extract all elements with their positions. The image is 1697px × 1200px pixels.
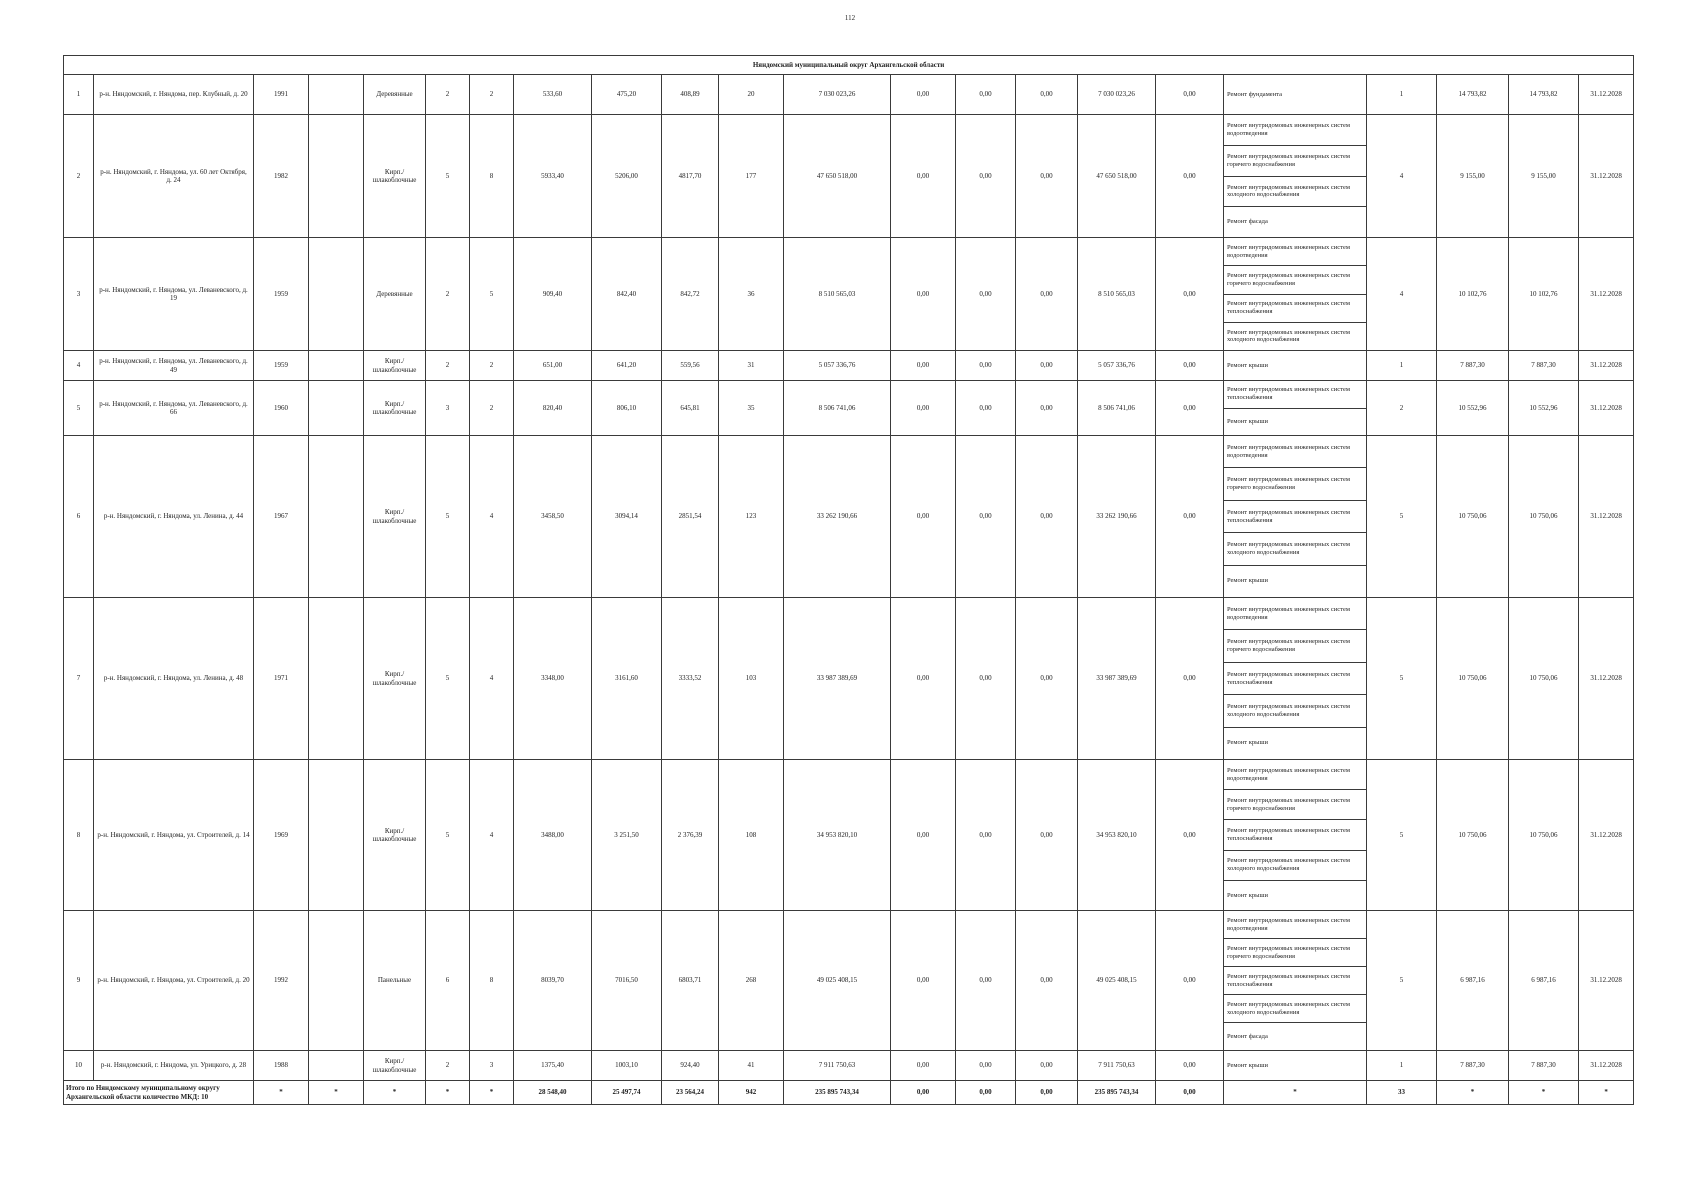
total-cost-total: 235 895 743,34 bbox=[784, 1081, 891, 1105]
work-item: Ремонт внутридомовых инженерных систем холодного водоснабжения bbox=[1224, 177, 1367, 208]
work-item: Ремонт внутридомовых инженерных систем холодного водоснабжения bbox=[1227, 328, 1350, 344]
cell-unit-a: 10 750,06 bbox=[1437, 760, 1509, 911]
work-item: Ремонт крыши bbox=[1227, 891, 1268, 899]
cell-work-count: 5 bbox=[1367, 911, 1437, 1051]
cell-unit-b: 7 887,30 bbox=[1509, 1051, 1579, 1081]
cell-work-count: 1 bbox=[1367, 351, 1437, 381]
cell-deadline: 31.12.2028 bbox=[1579, 238, 1634, 351]
cell-address: р-н. Няндомский, г. Няндома, ул. 60 лет Октября, д. 24 bbox=[94, 115, 254, 238]
work-item: Ремонт внутридомовых инженерных систем теплоснабжения bbox=[1224, 663, 1367, 695]
cell-entrances: 4 bbox=[470, 436, 514, 598]
total-area-total: 28 548,40 bbox=[514, 1081, 592, 1105]
cell-cost-total: 49 025 408,15 bbox=[784, 911, 891, 1051]
work-item: Ремонт внутридомовых инженерных систем горячего водоснабжения bbox=[1224, 266, 1367, 294]
cell-year: 1959 bbox=[254, 351, 309, 381]
cell-residents: 20 bbox=[719, 75, 784, 115]
cell-area-total: 909,40 bbox=[514, 238, 592, 351]
cell-f4: 33 987 389,69 bbox=[1078, 598, 1156, 760]
cell-col4 bbox=[309, 760, 364, 911]
work-item: Ремонт внутридомовых инженерных систем теплоснабжения bbox=[1224, 967, 1367, 995]
cell-f3: 0,00 bbox=[1016, 436, 1078, 598]
cell-area-total: 3488,00 bbox=[514, 760, 592, 911]
cell-material: Кирп./ шлакоблочные bbox=[364, 115, 426, 238]
cell-floors: 5 bbox=[426, 760, 470, 911]
cell-f1: 0,00 bbox=[891, 75, 956, 115]
cell-f5: 0,00 bbox=[1156, 75, 1224, 115]
cell-address: р-н. Няндомский, г. Няндома, ул. Леваневского, д. 19 bbox=[94, 238, 254, 351]
cell-residents: 123 bbox=[719, 436, 784, 598]
cell-work-count: 4 bbox=[1367, 115, 1437, 238]
works-cell bbox=[1224, 436, 1367, 598]
total-label: Итого по Няндомскому муниципальному округу Архангельской области количество МКД: 10 bbox=[64, 1081, 254, 1105]
works-list bbox=[1224, 115, 1366, 237]
works-cell bbox=[1224, 115, 1367, 238]
cell-year: 1988 bbox=[254, 1051, 309, 1081]
cell-deadline: 31.12.2028 bbox=[1579, 115, 1634, 238]
cell-f3: 0,00 bbox=[1016, 351, 1078, 381]
total-col4: * bbox=[309, 1081, 364, 1105]
cell-area-c: 842,72 bbox=[662, 238, 719, 351]
cell-residents: 268 bbox=[719, 911, 784, 1051]
cell-f1: 0,00 bbox=[891, 1051, 956, 1081]
cell-area-b: 3094,14 bbox=[592, 436, 662, 598]
cell-floors: 2 bbox=[426, 238, 470, 351]
cell-floors: 5 bbox=[426, 598, 470, 760]
cell-no: 5 bbox=[64, 381, 94, 436]
cell-area-c: 559,56 bbox=[662, 351, 719, 381]
cell-area-b: 842,40 bbox=[592, 238, 662, 351]
cell-f1: 0,00 bbox=[891, 351, 956, 381]
total-material: * bbox=[364, 1081, 426, 1105]
cell-material: Кирп./ шлакоблочные bbox=[364, 436, 426, 598]
work-item: Ремонт крыши bbox=[1227, 417, 1268, 425]
cell-cost-total: 34 953 820,10 bbox=[784, 760, 891, 911]
cell-year: 1959 bbox=[254, 238, 309, 351]
cell-no: 10 bbox=[64, 1051, 94, 1081]
cell-residents: 103 bbox=[719, 598, 784, 760]
table-row bbox=[64, 381, 1634, 436]
cell-cost-total: 47 650 518,00 bbox=[784, 115, 891, 238]
work-item: Ремонт внутридомовых инженерных систем горячего водоснабжения bbox=[1224, 468, 1367, 500]
work-item: Ремонт внутридомовых инженерных систем водоотведения bbox=[1224, 598, 1367, 630]
work-item: Ремонт внутридомовых инженерных систем горячего водоснабжения bbox=[1224, 146, 1367, 177]
cell-year: 1971 bbox=[254, 598, 309, 760]
cell-f3: 0,00 bbox=[1016, 911, 1078, 1051]
cell-no: 7 bbox=[64, 598, 94, 760]
cell-col4 bbox=[309, 911, 364, 1051]
cell-material: Кирп./ шлакоблочные bbox=[364, 381, 426, 436]
works-list bbox=[1224, 598, 1366, 759]
cell-cost-total: 7 030 023,26 bbox=[784, 75, 891, 115]
works-list bbox=[1224, 760, 1366, 910]
cell-f1: 0,00 bbox=[891, 436, 956, 598]
work-item: Ремонт внутридомовых инженерных систем теплоснабжения bbox=[1224, 501, 1367, 533]
works-list bbox=[1224, 911, 1366, 1050]
works-list bbox=[1224, 1051, 1366, 1080]
table-row bbox=[64, 115, 1634, 238]
works-list bbox=[1224, 351, 1366, 380]
cell-work-count: 2 bbox=[1367, 381, 1437, 436]
cell-deadline: 31.12.2028 bbox=[1579, 75, 1634, 115]
cell-area-b: 3161,60 bbox=[592, 598, 662, 760]
cell-work-count: 5 bbox=[1367, 436, 1437, 598]
cell-f2: 0,00 bbox=[956, 115, 1016, 238]
cell-f2: 0,00 bbox=[956, 75, 1016, 115]
cell-unit-a: 10 750,06 bbox=[1437, 436, 1509, 598]
total-area-c: 23 564,24 bbox=[662, 1081, 719, 1105]
cell-area-total: 533,60 bbox=[514, 75, 592, 115]
cell-address: р-н. Няндомский, г. Няндома, ул. Строителей, д. 20 bbox=[94, 911, 254, 1051]
cell-year: 1982 bbox=[254, 115, 309, 238]
work-item: Ремонт фасада bbox=[1227, 218, 1268, 226]
cell-unit-a: 10 102,76 bbox=[1437, 238, 1509, 351]
total-area-b: 25 497,74 bbox=[592, 1081, 662, 1105]
cell-year: 1960 bbox=[254, 381, 309, 436]
cell-no: 8 bbox=[64, 760, 94, 911]
cell-no: 9 bbox=[64, 911, 94, 1051]
cell-f5: 0,00 bbox=[1156, 436, 1224, 598]
cell-deadline: 31.12.2028 bbox=[1579, 351, 1634, 381]
cell-area-b: 5206,00 bbox=[592, 115, 662, 238]
cell-f1: 0,00 bbox=[891, 115, 956, 238]
work-item: Ремонт крыши bbox=[1227, 361, 1268, 369]
works-cell bbox=[1224, 351, 1367, 381]
cell-area-total: 3348,00 bbox=[514, 598, 592, 760]
cell-unit-a: 14 793,82 bbox=[1437, 75, 1509, 115]
table-row bbox=[64, 760, 1634, 911]
cell-cost-total: 33 262 190,66 bbox=[784, 436, 891, 598]
cell-work-count: 4 bbox=[1367, 238, 1437, 351]
works-list bbox=[1224, 381, 1366, 435]
work-item: Ремонт внутридомовых инженерных систем горячего водоснабжения bbox=[1224, 630, 1367, 662]
cell-unit-a: 7 887,30 bbox=[1437, 351, 1509, 381]
cell-area-total: 5933,40 bbox=[514, 115, 592, 238]
cell-entrances: 8 bbox=[470, 115, 514, 238]
works-cell bbox=[1224, 598, 1367, 760]
cell-col4 bbox=[309, 238, 364, 351]
cell-area-total: 820,40 bbox=[514, 381, 592, 436]
cell-no: 6 bbox=[64, 436, 94, 598]
work-item: Ремонт внутридомовых инженерных систем водоотведения bbox=[1224, 436, 1367, 468]
cell-area-b: 1003,10 bbox=[592, 1051, 662, 1081]
cell-area-b: 3 251,50 bbox=[592, 760, 662, 911]
cell-floors: 2 bbox=[426, 351, 470, 381]
cell-deadline: 31.12.2028 bbox=[1579, 381, 1634, 436]
work-item: Ремонт внутридомовых инженерных систем водоотведения bbox=[1224, 115, 1367, 146]
cell-address: р-н. Няндомский, г. Няндома, ул. Урицкого, д. 28 bbox=[94, 1051, 254, 1081]
total-f2: 0,00 bbox=[956, 1081, 1016, 1105]
cell-material: Кирп./ шлакоблочные bbox=[364, 1051, 426, 1081]
cell-work-count: 5 bbox=[1367, 760, 1437, 911]
work-item: Ремонт внутридомовых инженерных систем водоотведения bbox=[1224, 911, 1367, 939]
cell-f5: 0,00 bbox=[1156, 115, 1224, 238]
works-cell bbox=[1224, 760, 1367, 911]
cell-area-b: 806,10 bbox=[592, 381, 662, 436]
cell-f3: 0,00 bbox=[1016, 598, 1078, 760]
works-list bbox=[1224, 436, 1366, 597]
cell-f2: 0,00 bbox=[956, 598, 1016, 760]
cell-f3: 0,00 bbox=[1016, 238, 1078, 351]
work-item: Ремонт внутридомовых инженерных систем холодного водоснабжения bbox=[1224, 533, 1367, 565]
cell-f4: 5 057 336,76 bbox=[1078, 351, 1156, 381]
cell-material: Панельные bbox=[364, 911, 426, 1051]
work-item: Ремонт внутридомовых инженерных систем горячего водоснабжения bbox=[1224, 939, 1367, 967]
cell-cost-total: 8 510 565,03 bbox=[784, 238, 891, 351]
cell-area-total: 3458,50 bbox=[514, 436, 592, 598]
cell-f4: 7 911 750,63 bbox=[1078, 1051, 1156, 1081]
cell-area-c: 645,81 bbox=[662, 381, 719, 436]
cell-entrances: 3 bbox=[470, 1051, 514, 1081]
cell-f4: 8 510 565,03 bbox=[1078, 238, 1156, 351]
cell-unit-b: 10 102,76 bbox=[1509, 238, 1579, 351]
work-item: Ремонт внутридомовых инженерных систем теплоснабжения bbox=[1224, 381, 1367, 409]
cell-material: Кирп./ шлакоблочные bbox=[364, 351, 426, 381]
cell-cost-total: 33 987 389,69 bbox=[784, 598, 891, 760]
cell-f2: 0,00 bbox=[956, 760, 1016, 911]
work-item: Ремонт внутридомовых инженерных систем водоотведения bbox=[1224, 238, 1367, 266]
cell-f2: 0,00 bbox=[956, 351, 1016, 381]
cell-residents: 108 bbox=[719, 760, 784, 911]
cell-cost-total: 7 911 750,63 bbox=[784, 1051, 891, 1081]
cell-area-c: 924,40 bbox=[662, 1051, 719, 1081]
works-cell bbox=[1224, 381, 1367, 436]
work-item: Ремонт внутридомовых инженерных систем теплоснабжения bbox=[1224, 820, 1367, 850]
table-row bbox=[64, 351, 1634, 381]
cell-no: 3 bbox=[64, 238, 94, 351]
cell-f5: 0,00 bbox=[1156, 238, 1224, 351]
cell-f4: 47 650 518,00 bbox=[1078, 115, 1156, 238]
cell-deadline: 31.12.2028 bbox=[1579, 436, 1634, 598]
cell-year: 1991 bbox=[254, 75, 309, 115]
work-item: Ремонт крыши bbox=[1227, 1061, 1268, 1069]
works-cell bbox=[1224, 75, 1367, 115]
works-cell bbox=[1224, 238, 1367, 351]
cell-f5: 0,00 bbox=[1156, 598, 1224, 760]
table-row bbox=[64, 75, 1634, 115]
cell-deadline: 31.12.2028 bbox=[1579, 911, 1634, 1051]
cell-area-total: 1375,40 bbox=[514, 1051, 592, 1081]
work-item: Ремонт фасада bbox=[1227, 1032, 1268, 1040]
cell-floors: 6 bbox=[426, 911, 470, 1051]
cell-entrances: 2 bbox=[470, 351, 514, 381]
cell-residents: 35 bbox=[719, 381, 784, 436]
cell-unit-b: 10 552,96 bbox=[1509, 381, 1579, 436]
table-row bbox=[64, 238, 1634, 351]
cell-f5: 0,00 bbox=[1156, 760, 1224, 911]
cell-entrances: 4 bbox=[470, 598, 514, 760]
cell-f1: 0,00 bbox=[891, 911, 956, 1051]
cell-address: р-н. Няндомский, г. Няндома, ул. Леваневского, д. 66 bbox=[94, 381, 254, 436]
work-item: Ремонт фундамента bbox=[1227, 90, 1282, 98]
cell-f5: 0,00 bbox=[1156, 911, 1224, 1051]
cell-address: р-н. Няндомский, г. Няндома, ул. Леваневского, д. 49 bbox=[94, 351, 254, 381]
cell-floors: 3 bbox=[426, 381, 470, 436]
cell-f4: 7 030 023,26 bbox=[1078, 75, 1156, 115]
cell-col4 bbox=[309, 598, 364, 760]
cell-floors: 2 bbox=[426, 1051, 470, 1081]
cell-f4: 33 262 190,66 bbox=[1078, 436, 1156, 598]
work-item: Ремонт внутридомовых инженерных систем холодного водоснабжения bbox=[1224, 851, 1367, 881]
cell-f1: 0,00 bbox=[891, 598, 956, 760]
cell-no: 2 bbox=[64, 115, 94, 238]
cell-material: Деревянные bbox=[364, 75, 426, 115]
cell-residents: 177 bbox=[719, 115, 784, 238]
cell-unit-b: 10 750,06 bbox=[1509, 760, 1579, 911]
cell-entrances: 8 bbox=[470, 911, 514, 1051]
cell-no: 4 bbox=[64, 351, 94, 381]
cell-area-b: 641,20 bbox=[592, 351, 662, 381]
cell-unit-b: 14 793,82 bbox=[1509, 75, 1579, 115]
cell-f4: 49 025 408,15 bbox=[1078, 911, 1156, 1051]
work-item: Ремонт внутридомовых инженерных систем водоотведения bbox=[1224, 760, 1367, 790]
cell-entrances: 4 bbox=[470, 760, 514, 911]
cell-deadline: 31.12.2028 bbox=[1579, 760, 1634, 911]
cell-unit-b: 9 155,00 bbox=[1509, 115, 1579, 238]
total-works: * bbox=[1224, 1081, 1367, 1105]
cell-material: Кирп./ шлакоблочные bbox=[364, 760, 426, 911]
cell-deadline: 31.12.2028 bbox=[1579, 598, 1634, 760]
cell-unit-a: 9 155,00 bbox=[1437, 115, 1509, 238]
table-row bbox=[64, 1051, 1634, 1081]
cell-floors: 5 bbox=[426, 115, 470, 238]
total-unit-b: * bbox=[1509, 1081, 1579, 1105]
cell-unit-a: 10 552,96 bbox=[1437, 381, 1509, 436]
cell-entrances: 5 bbox=[470, 238, 514, 351]
cell-unit-a: 6 987,16 bbox=[1437, 911, 1509, 1051]
work-item: Ремонт внутридомовых инженерных систем холодного водоснабжения bbox=[1224, 695, 1367, 727]
cell-f2: 0,00 bbox=[956, 238, 1016, 351]
cell-f1: 0,00 bbox=[891, 238, 956, 351]
cell-cost-total: 8 506 741,06 bbox=[784, 381, 891, 436]
cell-f1: 0,00 bbox=[891, 760, 956, 911]
cell-f5: 0,00 bbox=[1156, 351, 1224, 381]
cell-col4 bbox=[309, 115, 364, 238]
works-cell bbox=[1224, 1051, 1367, 1081]
cell-residents: 41 bbox=[719, 1051, 784, 1081]
cell-f4: 34 953 820,10 bbox=[1078, 760, 1156, 911]
cell-col4 bbox=[309, 351, 364, 381]
cell-f5: 0,00 bbox=[1156, 1051, 1224, 1081]
cell-unit-a: 7 887,30 bbox=[1437, 1051, 1509, 1081]
cell-floors: 2 bbox=[426, 75, 470, 115]
work-item: Ремонт внутридомовых инженерных систем теплоснабжения bbox=[1224, 295, 1367, 323]
total-f1: 0,00 bbox=[891, 1081, 956, 1105]
cell-f3: 0,00 bbox=[1016, 75, 1078, 115]
cell-unit-a: 10 750,06 bbox=[1437, 598, 1509, 760]
work-item: Ремонт внутридомовых инженерных систем горячего водоснабжения bbox=[1224, 790, 1367, 820]
cell-year: 1992 bbox=[254, 911, 309, 1051]
works-cell bbox=[1224, 911, 1367, 1051]
cell-area-c: 6803,71 bbox=[662, 911, 719, 1051]
cell-address: р-н. Няндомский, г. Няндома, ул. Ленина, д. 44 bbox=[94, 436, 254, 598]
total-floors: * bbox=[426, 1081, 470, 1105]
work-item: Ремонт крыши bbox=[1227, 577, 1268, 585]
total-f3: 0,00 bbox=[1016, 1081, 1078, 1105]
cell-area-b: 475,20 bbox=[592, 75, 662, 115]
cell-f2: 0,00 bbox=[956, 381, 1016, 436]
cell-f3: 0,00 bbox=[1016, 115, 1078, 238]
cell-f4: 8 506 741,06 bbox=[1078, 381, 1156, 436]
cell-cost-total: 5 057 336,76 bbox=[784, 351, 891, 381]
cell-work-count: 1 bbox=[1367, 1051, 1437, 1081]
cell-area-c: 4817,70 bbox=[662, 115, 719, 238]
cell-material: Деревянные bbox=[364, 238, 426, 351]
cell-unit-b: 10 750,06 bbox=[1509, 598, 1579, 760]
cell-year: 1969 bbox=[254, 760, 309, 911]
cell-floors: 5 bbox=[426, 436, 470, 598]
cell-deadline: 31.12.2028 bbox=[1579, 1051, 1634, 1081]
cell-address: р-н. Няндомский, г. Няндома, ул. Строителей, д. 14 bbox=[94, 760, 254, 911]
cell-unit-b: 7 887,30 bbox=[1509, 351, 1579, 381]
cell-f2: 0,00 bbox=[956, 1051, 1016, 1081]
work-item: Ремонт крыши bbox=[1227, 739, 1268, 747]
cell-work-count: 5 bbox=[1367, 598, 1437, 760]
cell-f5: 0,00 bbox=[1156, 381, 1224, 436]
cell-unit-b: 10 750,06 bbox=[1509, 436, 1579, 598]
work-item: Ремонт внутридомовых инженерных систем холодного водоснабжения bbox=[1224, 995, 1367, 1023]
cell-f3: 0,00 bbox=[1016, 381, 1078, 436]
cell-address: р-н. Няндомский, г. Няндома, ул. Ленина, д. 48 bbox=[94, 598, 254, 760]
cell-address: р-н. Няндомский, г. Няндома, пер. Клубный, д. 20 bbox=[94, 75, 254, 115]
cell-f1: 0,00 bbox=[891, 381, 956, 436]
cell-col4 bbox=[309, 381, 364, 436]
total-unit-a: * bbox=[1437, 1081, 1509, 1105]
cell-col4 bbox=[309, 75, 364, 115]
cell-area-c: 2851,54 bbox=[662, 436, 719, 598]
table-row bbox=[64, 598, 1634, 760]
cell-no: 1 bbox=[64, 75, 94, 115]
cell-year: 1967 bbox=[254, 436, 309, 598]
table-row bbox=[64, 911, 1634, 1051]
cell-area-c: 3333,52 bbox=[662, 598, 719, 760]
total-work-count: 33 bbox=[1367, 1081, 1437, 1105]
table-row bbox=[64, 436, 1634, 598]
cell-entrances: 2 bbox=[470, 75, 514, 115]
cell-f2: 0,00 bbox=[956, 436, 1016, 598]
cell-residents: 31 bbox=[719, 351, 784, 381]
repair-program-table bbox=[63, 55, 1634, 1105]
total-deadline: * bbox=[1579, 1081, 1634, 1105]
cell-area-c: 408,89 bbox=[662, 75, 719, 115]
cell-unit-b: 6 987,16 bbox=[1509, 911, 1579, 1051]
works-list bbox=[1224, 238, 1366, 350]
cell-material: Кирп./ шлакоблочные bbox=[364, 598, 426, 760]
cell-col4 bbox=[309, 1051, 364, 1081]
works-list bbox=[1224, 75, 1366, 114]
cell-area-total: 8039,70 bbox=[514, 911, 592, 1051]
cell-entrances: 2 bbox=[470, 381, 514, 436]
cell-f3: 0,00 bbox=[1016, 760, 1078, 911]
cell-residents: 36 bbox=[719, 238, 784, 351]
cell-area-total: 651,00 bbox=[514, 351, 592, 381]
cell-f2: 0,00 bbox=[956, 911, 1016, 1051]
total-f4: 235 895 743,34 bbox=[1078, 1081, 1156, 1105]
total-row bbox=[64, 1081, 1634, 1105]
total-entrances: * bbox=[470, 1081, 514, 1105]
cell-f3: 0,00 bbox=[1016, 1051, 1078, 1081]
total-f5: 0,00 bbox=[1156, 1081, 1224, 1105]
cell-col4 bbox=[309, 436, 364, 598]
cell-area-c: 2 376,39 bbox=[662, 760, 719, 911]
total-residents: 942 bbox=[719, 1081, 784, 1105]
region-title: Няндомский муниципальный округ Архангельской области bbox=[64, 56, 1634, 75]
page-number: 112 bbox=[844, 14, 856, 22]
cell-work-count: 1 bbox=[1367, 75, 1437, 115]
region-header-row bbox=[64, 56, 1634, 75]
total-year: * bbox=[254, 1081, 309, 1105]
cell-area-b: 7016,50 bbox=[592, 911, 662, 1051]
